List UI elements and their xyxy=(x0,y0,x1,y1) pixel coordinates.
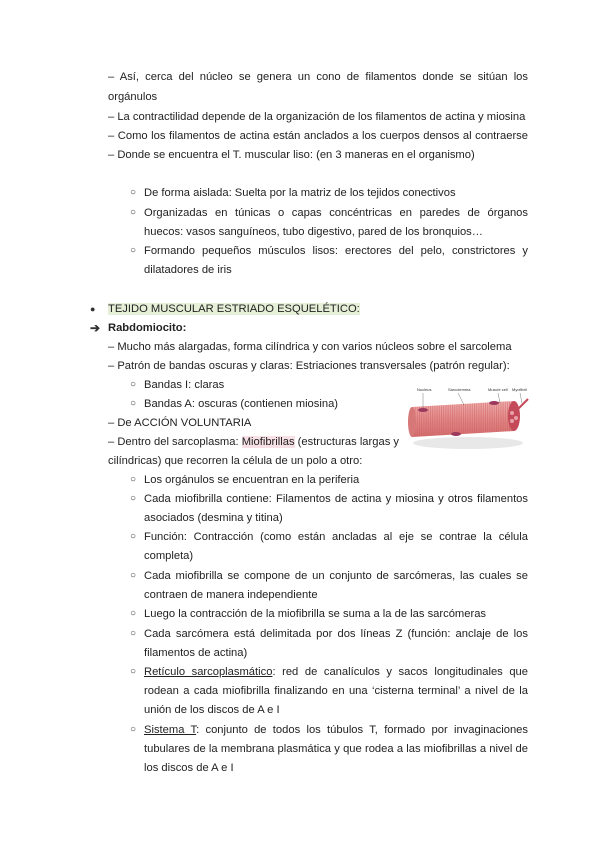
list-item: los discos de A e I xyxy=(144,762,234,774)
figure-label: Nucleus xyxy=(417,387,432,392)
text-line: – Patrón de bandas oscuras y claras: Estriaciones transversales (patrón regular): xyxy=(108,360,510,372)
myofibril-end xyxy=(510,419,514,423)
list-item: completa) xyxy=(144,550,194,562)
figure-label: Sarcolemma xyxy=(448,387,471,392)
text-segment: (estructuras largas y xyxy=(294,436,399,448)
nucleus-shape xyxy=(418,408,428,412)
myofibril-strand xyxy=(518,399,528,409)
list-item: dilatadores de iris xyxy=(144,264,232,276)
figure-label: Myofibril xyxy=(512,387,527,392)
list-item: unión de los discos de A e I xyxy=(144,704,280,716)
fiber-left-end xyxy=(408,407,416,437)
figure-shadow xyxy=(413,437,523,449)
list-item: Cada sarcómera está delimitada por dos líneas Z (función: anclaje de los xyxy=(144,628,528,640)
label-leader xyxy=(498,393,500,403)
figure-label: Muscle cell xyxy=(488,387,508,392)
label-leader xyxy=(458,393,464,405)
text-line: – Mucho más alargadas, forma cilíndrica y con varios núcleos sobre el sarcolema xyxy=(108,341,512,353)
section-heading-text: TEJIDO MUSCULAR ESTRIADO ESQUELÉTICO: xyxy=(108,303,360,315)
text-line: orgánulos xyxy=(108,91,158,103)
list-item: Bandas A: oscuras (contienen miosina) xyxy=(144,398,339,410)
circle-bullet-icon: ○ xyxy=(130,493,137,504)
list-item: Los orgánulos se encuentran en la periferia xyxy=(144,474,360,486)
circle-bullet-icon: ○ xyxy=(130,474,137,485)
text-line: – De ACCIÓN VOLUNTARIA xyxy=(108,417,252,429)
list-item: Luego la contracción de la miofibrilla se suma a la de las sarcómeras xyxy=(144,608,487,620)
list-item: contraen de manera independiente xyxy=(144,589,318,601)
text-line: – La contractilidad depende de la organización de los filamentos de actina y miosina xyxy=(108,111,526,123)
highlighted-term: Miofibrillas xyxy=(241,436,295,448)
circle-bullet-icon: ○ xyxy=(130,608,137,619)
arrow-bullet-icon: ➔ xyxy=(90,321,101,335)
list-item xyxy=(144,665,528,679)
list-item: rodean a cada miofibrilla finalizando en una ‘cisterna terminal’ a nivel de la xyxy=(144,685,528,697)
circle-bullet-icon: ○ xyxy=(130,531,137,542)
disc-bullet-icon: ● xyxy=(90,304,96,314)
circle-bullet-icon: ○ xyxy=(130,570,137,581)
section-heading xyxy=(108,302,360,316)
underlined-term: Sistema T xyxy=(144,724,197,736)
text-line: cilíndricas) que recorren la célula de un polo a otro: xyxy=(108,455,363,467)
circle-bullet-icon: ○ xyxy=(130,207,137,218)
subheading: Rabdomiocito: xyxy=(108,322,187,334)
list-item: Cada miofibrilla se compone de un conjunto de sarcómeras, las cuales se xyxy=(144,570,528,582)
list-item: Formando pequeños músculos lisos: erectores del pelo, constrictores y xyxy=(144,245,528,257)
circle-bullet-icon: ○ xyxy=(130,379,137,390)
myofibril-end xyxy=(514,416,518,420)
circle-bullet-icon: ○ xyxy=(130,245,137,256)
text-line: – Donde se encuentra el T. muscular liso: (en 3 maneras en el organismo) xyxy=(108,149,475,161)
circle-bullet-icon: ○ xyxy=(130,187,137,198)
text-line xyxy=(108,435,408,449)
text-line: – Como los filamentos de actina están anclados a los cuerpos densos al contraerse xyxy=(108,130,528,142)
muscle-fiber-figure xyxy=(408,383,530,455)
myofibril-end xyxy=(510,411,514,415)
text-segment: : red de canalículos y sacos longitudinales que xyxy=(272,666,528,678)
list-item: filamentos de actina) xyxy=(144,647,248,659)
text-line: – Así, cerca del núcleo se genera un cono de filamentos donde se sitúan los xyxy=(108,71,528,83)
list-item xyxy=(144,723,528,737)
list-item: Bandas I: claras xyxy=(144,379,225,391)
list-item: huecos: vasos sanguíneos, tubo digestivo, pared de los bronquios… xyxy=(144,226,483,238)
circle-bullet-icon: ○ xyxy=(130,628,137,639)
underlined-term: Retículo sarcoplasmático xyxy=(144,666,273,678)
text-segment: – Dentro del sarcoplasma: xyxy=(108,436,242,448)
text-segment: : conjunto de todos los túbulos T, formado por invaginaciones xyxy=(196,724,528,736)
circle-bullet-icon: ○ xyxy=(130,666,137,677)
list-item: asociados (desmina y titina) xyxy=(144,512,283,524)
nucleus-shape xyxy=(451,432,461,436)
circle-bullet-icon: ○ xyxy=(130,398,137,409)
fiber-cut-end xyxy=(508,401,520,431)
list-item: De forma aislada: Suelta por la matriz de los tejidos conectivos xyxy=(144,187,456,199)
fiber-striations xyxy=(412,401,514,437)
nucleus-shape xyxy=(489,401,499,405)
list-item: tubulares de la membrana plasmática y que rodea a las miofibrillas a nivel de xyxy=(144,743,528,755)
list-item: Cada miofibrilla contiene: Filamentos de actina y miosina y otros filamentos xyxy=(144,493,528,505)
label-leader xyxy=(520,393,522,403)
circle-bullet-icon: ○ xyxy=(130,724,137,735)
list-item: Función: Contracción (como están ancladas al eje se contrae la célula xyxy=(144,531,528,543)
list-item: Organizadas en túnicas o capas concéntricas en paredes de órganos xyxy=(144,207,528,219)
